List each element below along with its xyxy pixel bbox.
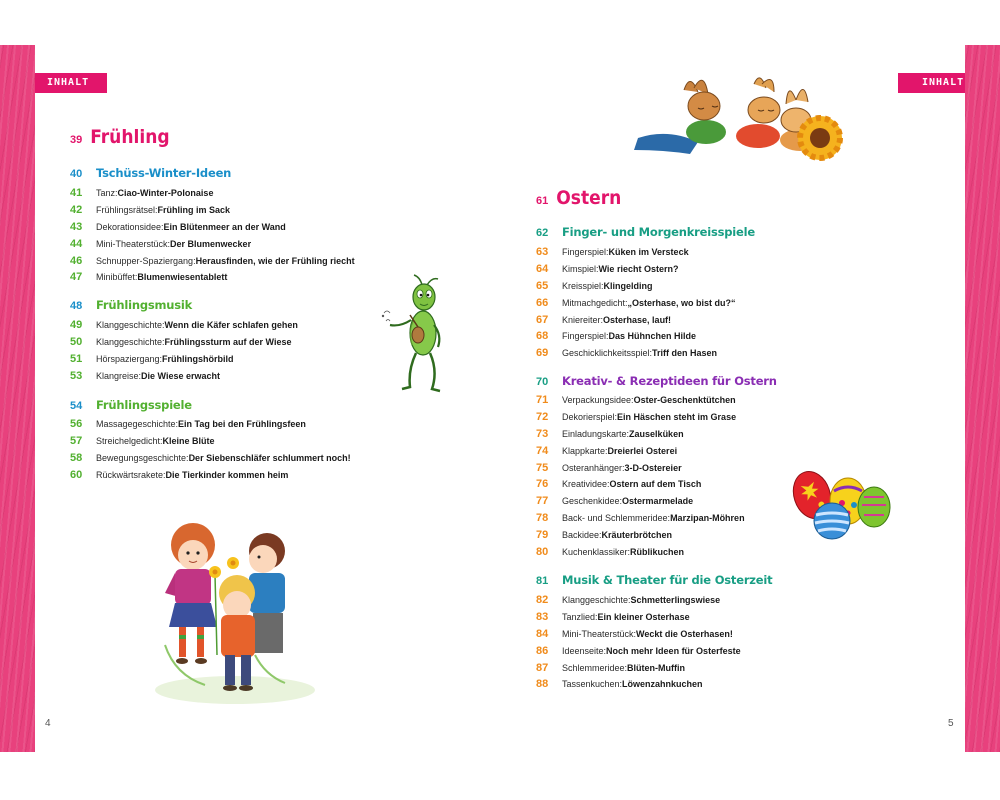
toc-entry[interactable]: [536, 462, 745, 479]
toc-entry[interactable]: [536, 428, 745, 445]
entry-label: Kimspiel:: [562, 263, 599, 274]
toc-entry[interactable]: [70, 452, 351, 469]
toc-entry[interactable]: [536, 611, 741, 628]
entry-label: Geschicklichkeitsspiel:: [562, 348, 653, 359]
toc-entry[interactable]: [536, 314, 736, 331]
toc-entry[interactable]: [70, 336, 298, 353]
entry-title: Ostermarmelade: [622, 496, 694, 507]
entry-title: Weckt die Osterhasen!: [636, 628, 733, 639]
entry-title: „Osterhase, wo bist du?“: [627, 297, 736, 308]
entry-label: Fingerspiel:: [562, 247, 609, 257]
entry-title: Rüblikuchen: [630, 547, 685, 558]
entry-title: Der Siebenschläfer schlummert noch!: [188, 452, 351, 463]
entry-title: Herausfinden, wie der Frühling riecht: [195, 255, 355, 266]
entry-label: Schlemmeridee:: [562, 662, 628, 673]
entry-number: 79: [536, 529, 549, 542]
toc-entry[interactable]: [536, 347, 736, 364]
entry-number: 77: [536, 495, 549, 508]
entry-title: Ein Tag bei den Frühlingsfeen: [178, 419, 306, 429]
entry-title: Ostern auf dem Tisch: [609, 479, 702, 490]
toc-entry[interactable]: [70, 418, 351, 435]
toc-list: [70, 418, 351, 486]
section-title: Tschüss-Winter-Ideen: [96, 166, 232, 180]
entry-label: Mitmachgedicht:: [562, 297, 628, 308]
toc-entry[interactable]: [536, 594, 741, 611]
entry-number: 75: [536, 461, 549, 474]
entry-label: Klangreise:: [96, 370, 142, 381]
toc-entry[interactable]: [70, 221, 355, 238]
entry-number: 56: [70, 418, 83, 430]
section-heading[interactable]: [70, 166, 231, 180]
entry-label: Klappkarte:: [562, 445, 608, 456]
section-title: Musik & Theater für die Osterzeit: [562, 573, 773, 587]
entry-title: Osterhase, lauf!: [603, 314, 672, 325]
entry-title: Wie riecht Ostern?: [598, 263, 679, 274]
toc-entry[interactable]: [536, 246, 736, 263]
entry-label: Kreisspiel:: [562, 280, 604, 291]
entry-label: Streichelgedicht:: [96, 435, 163, 446]
entry-title: Klingelding: [603, 280, 653, 291]
entry-number: 82: [536, 594, 549, 606]
entry-title: Kräuterbrötchen: [601, 530, 673, 541]
right-page-number: 5: [948, 718, 954, 729]
entry-label: Bewegungsgeschichte:: [96, 452, 189, 463]
toc-list: [536, 394, 745, 563]
left-page-edge-strip: [0, 45, 35, 752]
entry-number: 50: [70, 335, 83, 348]
entry-label: Minibüffet:: [96, 272, 138, 283]
entry-title: Der Blumenwecker: [170, 238, 252, 249]
right-page-tab: INHALT: [898, 73, 965, 93]
entry-label: Frühlingsrätsel:: [96, 204, 158, 215]
section-heading[interactable]: [70, 298, 192, 312]
entry-label: Klanggeschichte:: [96, 336, 165, 347]
entry-title: Zauselküken: [629, 428, 684, 439]
entry-number: 42: [70, 203, 83, 216]
entry-number: 67: [536, 313, 549, 326]
entry-title: Ein Blütenmeer an der Wand: [163, 221, 286, 232]
entry-title: Noch mehr Ideen für Osterfeste: [606, 645, 741, 656]
entry-title: Triff den Hasen: [652, 348, 718, 359]
section-number: 70: [536, 376, 549, 388]
section-heading[interactable]: [536, 573, 772, 587]
left-page-number: 4: [45, 718, 51, 729]
entry-label: Klanggeschichte:: [96, 320, 165, 330]
toc-entry[interactable]: [536, 330, 736, 347]
grasshopper-icon: [380, 275, 450, 393]
chapter-title: Frühling: [90, 126, 170, 148]
entry-label: Hörspaziergang:: [96, 353, 163, 364]
chapter-number: 39: [70, 134, 83, 146]
toc-entry[interactable]: [536, 546, 745, 563]
section-number: 81: [536, 575, 549, 587]
toc-entry[interactable]: [70, 204, 355, 221]
entry-label: Geschenkidee:: [562, 496, 623, 507]
entry-title: Dreierlei Osterei: [607, 445, 678, 456]
toc-entry[interactable]: [70, 370, 298, 387]
entry-label: Tanz:: [96, 188, 118, 198]
entry-title: Wenn die Käfer schlafen gehen: [164, 320, 298, 330]
section-title: Kreativ- & Rezeptideen für Ostern: [562, 374, 777, 388]
section-title: Frühlingsmusik: [96, 298, 193, 312]
entry-label: Dekorierspiel:: [562, 411, 618, 422]
toc-entry[interactable]: [536, 297, 736, 314]
entry-number: 63: [536, 246, 549, 258]
right-page-edge-strip: [965, 45, 1000, 752]
entry-number: 58: [70, 451, 83, 464]
toc-list: [536, 594, 741, 695]
entry-label: Mini-Theaterstück:: [96, 238, 171, 249]
toc-entry[interactable]: [70, 469, 351, 486]
section-heading[interactable]: [536, 225, 755, 239]
toc-entry[interactable]: [536, 628, 741, 645]
entry-number: 47: [70, 271, 83, 284]
entry-number: 73: [536, 427, 549, 440]
entry-label: Dekorationsidee:: [96, 221, 164, 232]
chapter-heading-easter[interactable]: [536, 187, 621, 209]
entry-title: Blumenwiesentablett: [137, 272, 228, 283]
entry-number: 57: [70, 434, 83, 447]
entry-title: Ciao-Winter-Polonaise: [117, 188, 214, 198]
entry-label: Tassenkuchen:: [562, 679, 623, 690]
section-title: Finger- und Morgenkreisspiele: [562, 225, 755, 239]
entry-title: Küken im Versteck: [608, 247, 689, 257]
entry-title: Die Wiese erwacht: [141, 370, 220, 381]
toc-entry[interactable]: [536, 662, 741, 679]
entry-label: Ideenseite:: [562, 645, 607, 656]
entry-number: 80: [536, 546, 549, 559]
entry-number: 78: [536, 512, 549, 525]
entry-label: Osteranhänger:: [562, 462, 625, 473]
entry-number: 68: [536, 330, 549, 343]
toc-entry[interactable]: [70, 238, 355, 255]
entry-number: 49: [70, 319, 83, 331]
section-number: 48: [70, 300, 83, 312]
entry-number: 84: [536, 627, 549, 640]
entry-number: 43: [70, 220, 83, 233]
entry-title: Frühling im Sack: [157, 204, 231, 215]
entry-number: 44: [70, 237, 83, 250]
entry-label: Kreatividee:: [562, 479, 610, 490]
entry-title: Die Tierkinder kommen heim: [165, 469, 289, 480]
entry-number: 60: [70, 468, 83, 481]
entry-title: Ein kleiner Osterhase: [597, 611, 690, 622]
entry-label: Massagegeschichte:: [96, 419, 179, 429]
entry-number: 74: [536, 444, 549, 457]
entry-number: 41: [70, 187, 83, 199]
entry-number: 65: [536, 279, 549, 292]
entry-label: Verpackungsidee:: [562, 395, 634, 405]
entry-title: Blüten-Muffin: [627, 662, 686, 673]
toc-entry[interactable]: [536, 445, 745, 462]
children-with-flowers-icon: [145, 515, 320, 710]
left-page-tab: INHALT: [35, 73, 107, 93]
entry-title: Löwenzahnkuchen: [622, 679, 703, 690]
entry-number: 64: [536, 262, 549, 275]
chapter-title: Ostern: [556, 187, 622, 209]
entry-number: 51: [70, 352, 83, 365]
sleeping-bunnies-icon: [628, 70, 848, 170]
toc-entry[interactable]: [70, 353, 298, 370]
toc-entry[interactable]: [536, 263, 736, 280]
entry-title: Das Hühnchen Hilde: [608, 331, 697, 342]
easter-eggs-icon: [790, 465, 892, 543]
entry-number: 53: [70, 369, 83, 382]
toc-entry[interactable]: [70, 271, 355, 288]
entry-title: Frühlingssturm auf der Wiese: [164, 336, 292, 347]
entry-label: Mini-Theaterstück:: [562, 628, 637, 639]
toc-entry[interactable]: [536, 411, 745, 428]
toc-entry[interactable]: [536, 645, 741, 662]
entry-title: Oster-Geschenktütchen: [633, 395, 736, 405]
toc-entry[interactable]: [70, 319, 298, 336]
entry-label: Klanggeschichte:: [562, 595, 631, 605]
entry-label: Back- und Schlemmeridee:: [562, 513, 671, 524]
entry-label: Rückwärtsrakete:: [96, 469, 166, 480]
toc-entry[interactable]: [70, 255, 355, 272]
section-number: 62: [536, 227, 549, 239]
section-heading[interactable]: [70, 398, 192, 412]
toc-entry[interactable]: [536, 495, 745, 512]
entry-label: Backidee:: [562, 530, 602, 541]
entry-number: 69: [536, 347, 549, 360]
section-number: 40: [70, 168, 83, 180]
toc-list: [536, 246, 736, 364]
toc-entry[interactable]: [536, 512, 745, 529]
entry-title: Frühlingshörbild: [162, 353, 234, 364]
section-title: Frühlingsspiele: [96, 398, 192, 412]
entry-title: 3-D-Ostereier: [624, 462, 682, 473]
toc-entry[interactable]: [536, 529, 745, 546]
entry-number: 83: [536, 610, 549, 623]
toc-entry[interactable]: [536, 678, 741, 695]
entry-number: 71: [536, 394, 549, 406]
toc-entry[interactable]: [70, 435, 351, 452]
toc-entry[interactable]: [536, 394, 745, 411]
entry-number: 46: [70, 254, 83, 267]
entry-label: Kuchenklassiker:: [562, 547, 631, 558]
entry-label: Einladungskarte:: [562, 428, 630, 439]
entry-number: 72: [536, 410, 549, 423]
entry-title: Marzipan-Möhren: [670, 513, 745, 524]
toc-list: [70, 187, 355, 288]
toc-entry[interactable]: [536, 478, 745, 495]
entry-number: 76: [536, 478, 549, 491]
toc-entry[interactable]: [70, 187, 355, 204]
entry-title: Kleine Blüte: [162, 435, 215, 446]
entry-number: 66: [536, 296, 549, 309]
section-heading[interactable]: [536, 374, 777, 388]
entry-label: Kniereiter:: [562, 314, 604, 325]
chapter-number: 61: [536, 195, 549, 207]
toc-list: [70, 319, 298, 387]
section-number: 54: [70, 400, 83, 412]
toc-entry[interactable]: [536, 280, 736, 297]
entry-title: Ein Häschen steht im Grase: [617, 411, 737, 422]
entry-number: 87: [536, 661, 549, 674]
entry-label: Schnupper-Spaziergang:: [96, 255, 196, 266]
entry-number: 86: [536, 644, 549, 657]
entry-title: Schmetterlingswiese: [630, 595, 721, 605]
entry-label: Fingerspiel:: [562, 331, 609, 342]
entry-label: Tanzlied:: [562, 611, 598, 622]
chapter-heading-spring[interactable]: [70, 126, 170, 148]
entry-number: 88: [536, 678, 549, 691]
